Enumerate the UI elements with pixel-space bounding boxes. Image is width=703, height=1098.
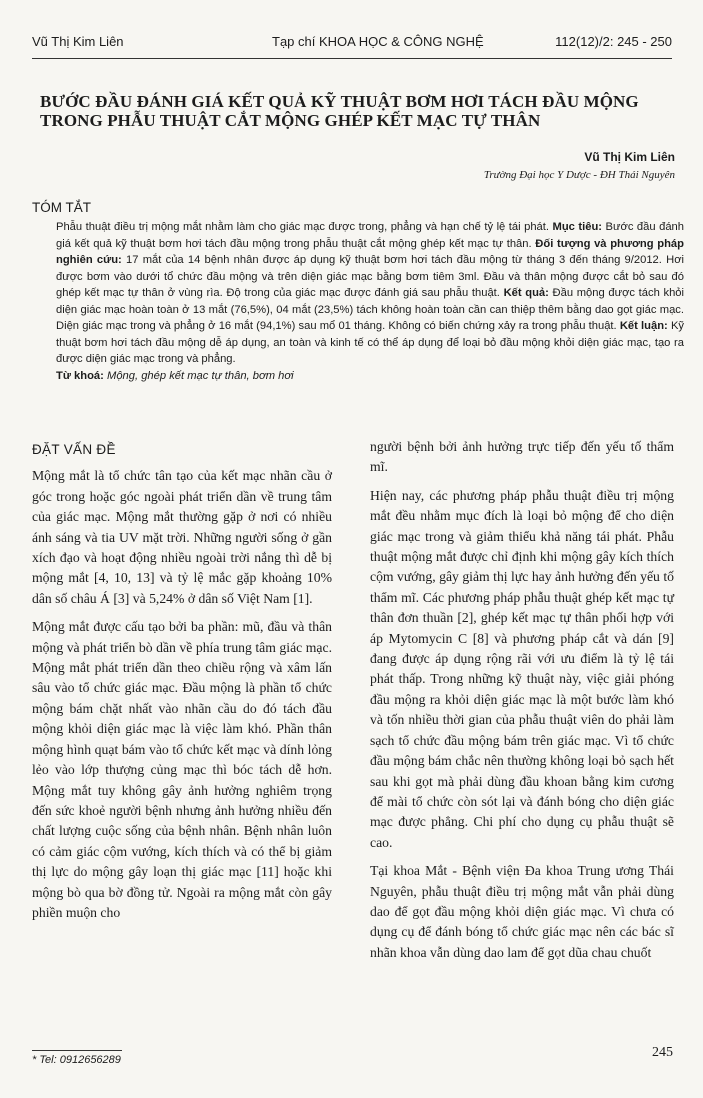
right-paragraph: Tại khoa Mắt - Bệnh viện Đa khoa Trung ương Thái Nguyên, phẫu thuật điều trị mộng mắt vẫn phải dùng dao để gọt đầu mộng khỏi diện giác mạc. Vì chưa có dụng cụ để đánh bóng tổ chức giác mạc nên các bác sĩ nhãn khoa vẫn dùng dao lam để gọt dũa chau chuốt (370, 863, 674, 960)
abstract-aim: Bước đầu đánh giá kết quả kỹ thuật bơm hơi tách đầu mộng trong phẫu thuật cắt mộng ghép kết mạc tự thân. (56, 221, 684, 250)
paper-title: BƯỚC ĐẦU ĐÁNH GIÁ KẾT QUẢ KỸ THUẬT BƠM HƠI TÁCH ĐẦU MỘNG TRONG PHẪU THUẬT CẮT MỘNG GHÉP KẾT MẠC TỰ THÂN (40, 92, 639, 130)
keywords-label: Từ khoá: (56, 369, 104, 382)
page-number: 245 (652, 1045, 673, 1060)
keywords-text: Mộng, ghép kết mạc tự thân, bơm hơi (107, 369, 294, 382)
right-column (370, 437, 674, 971)
left-paragraph: Mộng mắt được cấu tạo bởi ba phần: mũ, đầu và thân mộng và phát triển bò dần về phía trung tâm giác mạc. Mộng mắt phát triển dần theo chiều rộng và xâm lấn sâu vào tổ chức giác mạc. Đầu mộng là phần tổ chức mộng bám chặt nhất vào nhãn cầu do đó tách đầu mộng khỏi diện giác mạc là việc làm khó. Phần thân mộng hình quạt bám vào tổ chức kết mạc và dính lỏng lẻo vào lớp thượng củng mạc thì bóc tách dễ hơn. Mộng mắt tuy không gây ảnh hưởng nghiêm trọng đến sức khoẻ người bệnh nhưng ảnh hưởng nhiều đến chất lượng cuộc sống của bệnh nhân. Bệnh nhân luôn có cảm giác cộm vướng, kích thích và có thể bị giảm thị lực do mộng gây loạn thị giác mạc [11] hoặc khi mộng bò qua bờ đồng tử. Ngoài ra mộng mắt còn gây phiền muộn cho (32, 619, 332, 920)
abstract-conclusion: Kỹ thuật bơm hơi tách đầu mộng dễ áp dụng, an toàn và kinh tế có thể áp dụng để loại bỏ đầu mộng khỏi diện giác mạc, tạo ra được diện giác mạc trong và phẳng. (56, 320, 685, 365)
section-heading: ĐẶT VẤN ĐỀ (32, 442, 116, 457)
abstract-aim-label: Mục tiêu: (552, 221, 603, 233)
abstract-methods-label: Đối tượng và phương pháp nghiên cứu: (56, 237, 684, 266)
running-header (32, 34, 672, 54)
right-paragraph: người bệnh bởi ảnh hưởng trực tiếp đến yếu tố thẩm mĩ. (370, 439, 674, 475)
author-name: Vũ Thị Kim Liên (584, 150, 675, 164)
header-journal: Tạp chí KHOA HỌC & CÔNG NGHỆ (272, 34, 484, 49)
header-author: Vũ Thị Kim Liên (32, 34, 124, 49)
abstract-text (56, 219, 684, 368)
abstract-conclusion-label: Kết luận: (619, 320, 668, 332)
abstract-results: Đầu mộng được tách khỏi diện giác mạc hoàn toàn ở 13 mắt (76,5%), 04 mắt (23,5%) tách không hoàn toàn cần can thiệp thêm bằng dao gọt giác mạc. Diện giác mạc trong và phẳng ở 16 mắt (94,1%) sau mổ 01 tháng. Không có biến chứng xảy ra trong phẫu thuật. (56, 287, 685, 332)
footnote-rule (32, 1050, 122, 1051)
left-paragraph: Mộng mắt là tổ chức tân tạo của kết mạc nhãn cầu ở góc trong hoặc góc ngoài phát triển dần về trung tâm của giác mạc. Mộng mắt thường gặp ở nơi có nhiều ánh sáng và tia UV mặt trời. Những người sống ở gần xích đạo và hoạt động nhiều ngoài trời nắng thì dễ bị mộng mắt [4, 10, 13] và tỷ lệ mắc gặp khoảng 10% dân số châu Á [3] và 5,24% ở dân số Việt Nam [1]. (32, 468, 332, 606)
abstract-intro: Phẫu thuật điều trị mộng mắt nhằm làm cho giác mạc được trong, phẳng và hạn chế tỷ lệ tái phát. (56, 221, 549, 233)
abstract-results-label: Kết quả: (503, 287, 549, 299)
footnote (32, 1054, 121, 1066)
footnote-mark: * (32, 1054, 40, 1066)
abstract-methods: 17 mắt của 14 bệnh nhân được áp dụng kỹ thuật bơm hơi tách đầu mộng từ tháng 3 đến tháng 9/2012. Hơi được bơm vào dưới tổ chức đầu mộng và trên diện giác mạc bằng bơm tiêm 3ml. Đầu và thân mộng được cắt bỏ sau đó ghép kết mạc tự thân ở vùng rìa. Độ trong của giác mạc được đánh giá sau phẫu thuật. (56, 254, 685, 299)
right-paragraph: Hiện nay, các phương pháp phẫu thuật điều trị mộng mắt đều nhằm mục đích là loại bỏ mộng để cho diện giác mạc trong và giảm thiểu khả năng tái phát. Phẫu thuật mộng mắt được chỉ định khi mộng gây kích thích cộm vướng, gây giảm thị lực hay ảnh hưởng đến yếu tố thẩm mĩ. Các phương pháp phẫu thuật ghép kết mạc tự thân đơn thuần [2], ghép kết mạc tự thân phối hợp với áp Mytomycin C [8] và phương pháp cắt và dán [9] đang được áp dụng rộng rãi với ưu điểm là tỷ lệ tái phát thấp. Trong những kỹ thuật này, việc giải phóng đầu mộng ra khỏi diện giác mạc là một bước làm khó và tốn nhiều thời gian của phẫu thuật viên do phải làm sạch tổ chức đầu mộng bám trên giác mạc. Vì tổ chức đầu mộng bám chắc nên thường không loại bỏ sạch hết sau khi gọt mà phải dùng đầu khoan bằng kim cương để mài tổ chức còn sót lại và đánh bóng cho diện giác mạc được phẳng. Chi phí cho dụng cụ phẫu thuật sẽ cao. (370, 487, 674, 850)
abstract-body (56, 219, 684, 384)
author-institution: Trường Đại học Y Dược - ĐH Thái Nguyên (483, 169, 675, 181)
left-column (32, 440, 332, 931)
footnote-text: Tel: 0912656289 (39, 1054, 121, 1066)
header-rule (32, 58, 672, 59)
abstract-keywords (56, 368, 684, 385)
header-issue: 112(12)/2: 245 - 250 (555, 34, 672, 49)
affiliation (484, 148, 675, 184)
abstract-heading: TÓM TẮT (32, 200, 91, 215)
